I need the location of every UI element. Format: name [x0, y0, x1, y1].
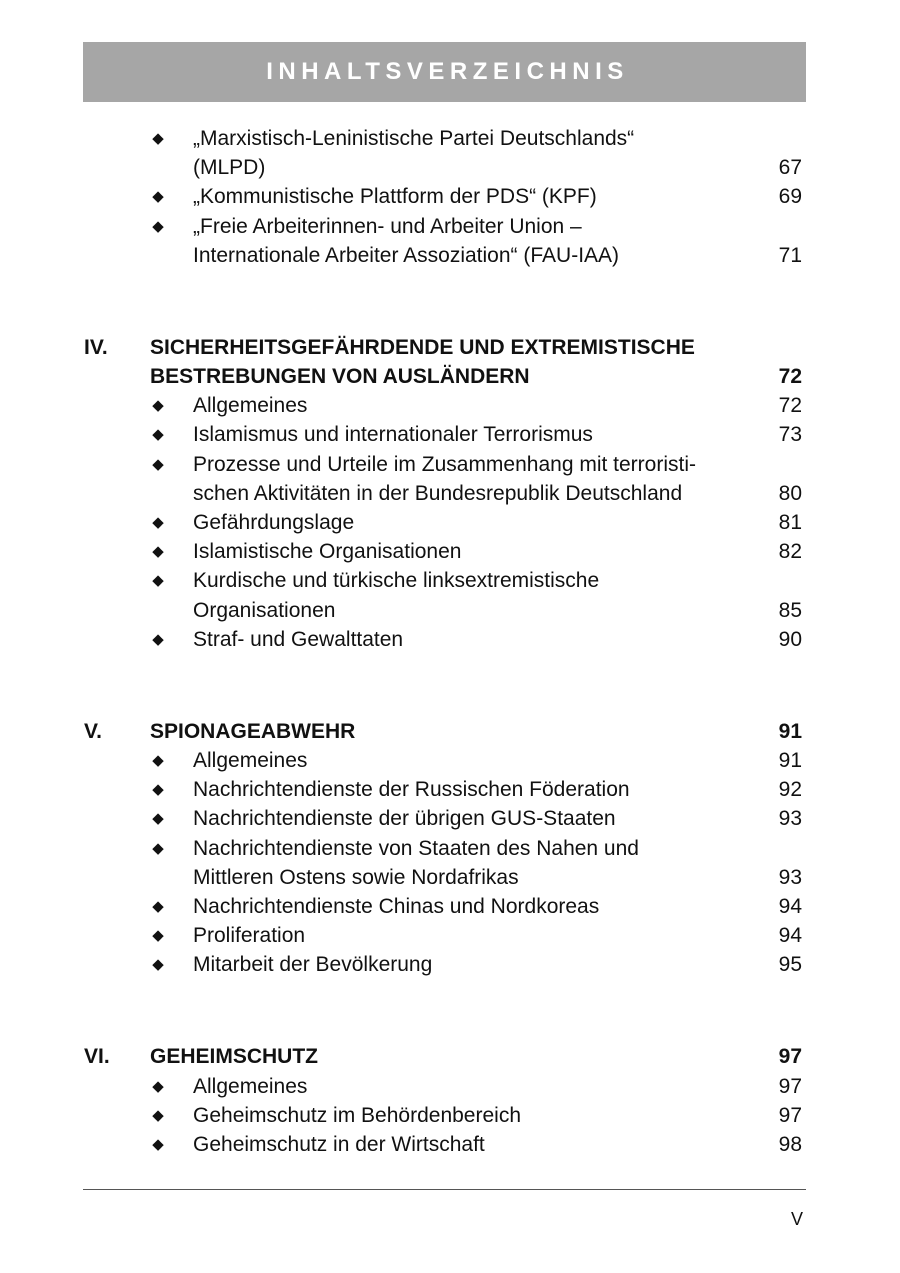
footer-page-number: V	[790, 1209, 803, 1229]
toc-page-number: 82	[778, 540, 802, 564]
toc-page-number: 73	[778, 423, 802, 447]
diamond-bullet-icon: ◆	[152, 839, 164, 857]
toc-entry-text: Geheimschutz in der Wirtschaft	[193, 1133, 485, 1156]
toc-page-number: 67	[778, 156, 802, 180]
toc-entry-text: Prozesse und Urteile im Zusammenhang mit terroristi-	[193, 452, 696, 476]
footer-divider	[83, 1189, 806, 1190]
toc-page-number: 97	[778, 1074, 802, 1098]
diamond-bullet-icon: ◆	[152, 397, 164, 415]
section-title: SICHERHEITSGEFÄHRDENDE UND EXTREMISTISCHE	[150, 335, 695, 359]
toc-entry-line	[0, 834, 900, 864]
diamond-bullet-icon: ◆	[152, 217, 164, 235]
toc-entry-line	[0, 804, 900, 834]
toc-entry-line	[0, 892, 900, 922]
toc-entry-text: Nachrichtendienste der übrigen GUS-Staaten	[193, 807, 616, 831]
toc-entry-text: Straf- und Gewalttaten	[193, 627, 404, 651]
toc-entry-text: Mittleren Ostens sowie Nordafrikas	[193, 865, 519, 889]
page-title: INHALTSVERZEICHNIS	[266, 58, 629, 85]
toc-entry-line	[0, 775, 900, 805]
toc-entry-text: „Marxistisch-Leninistische Partei Deutschlands“	[193, 127, 635, 150]
diamond-bullet-icon: ◆	[152, 752, 164, 769]
toc-entry-line	[0, 1130, 900, 1160]
toc-page-number: 71	[778, 243, 802, 267]
diamond-bullet-icon: ◆	[152, 188, 164, 206]
toc-entry-text: Proliferation	[193, 924, 306, 948]
toc-page-number: 97	[778, 1103, 802, 1127]
section-page-number: 91	[778, 719, 802, 743]
section-title: SPIONAGEABWEHR	[150, 719, 356, 743]
diamond-bullet-icon: ◆	[152, 455, 164, 473]
toc-entry-line	[0, 950, 900, 980]
toc-page-number: 95	[778, 953, 802, 977]
toc-entry-text: Allgemeines	[193, 394, 308, 418]
toc-entry-text: Kurdische und türkische linksextremistische	[193, 569, 600, 593]
section-page-number: 72	[778, 365, 802, 388]
diamond-bullet-icon: ◆	[152, 810, 164, 828]
section-numeral: IV.	[84, 335, 108, 359]
diamond-bullet-icon: ◆	[152, 956, 164, 974]
toc-page-number: 90	[778, 627, 802, 651]
section-title: GEHEIMSCHUTZ	[150, 1045, 318, 1069]
section-heading	[0, 362, 900, 392]
toc-page-number: 93	[778, 807, 802, 831]
toc-entry-line	[0, 420, 900, 450]
toc-entry-line	[0, 596, 900, 626]
toc-entry-line	[0, 537, 900, 567]
toc-entry-line	[0, 1072, 900, 1102]
toc-page-number: 91	[778, 749, 802, 772]
toc-entry-line	[0, 182, 900, 212]
toc-entry-text: Allgemeines	[193, 749, 308, 772]
section-page-number: 97	[778, 1045, 802, 1069]
toc-entry-text: Internationale Arbeiter Assoziation“ (FAU-IAA)	[193, 243, 620, 267]
toc-entry-text: Gefährdungslage	[193, 511, 355, 534]
diamond-bullet-icon: ◆	[152, 130, 164, 147]
diamond-bullet-icon: ◆	[152, 426, 164, 444]
toc-entry-line	[0, 124, 900, 154]
toc-entry-line	[0, 625, 900, 655]
toc-entry-text: Geheimschutz im Behördenbereich	[193, 1103, 522, 1127]
toc-page-number: 94	[778, 924, 802, 948]
toc-entry-line	[0, 391, 900, 421]
toc-page-number: 93	[778, 865, 802, 889]
section-heading	[0, 333, 900, 363]
toc-page-number: 94	[778, 895, 802, 918]
section-heading	[0, 717, 900, 747]
section-numeral: VI.	[84, 1045, 110, 1069]
toc-entry-line	[0, 479, 900, 509]
diamond-bullet-icon: ◆	[152, 1106, 164, 1124]
section-heading	[0, 1042, 900, 1072]
toc-entry-text: Islamismus und internationaler Terrorismus	[193, 423, 593, 447]
diamond-bullet-icon: ◆	[152, 898, 164, 915]
toc-page-number: 98	[778, 1133, 802, 1156]
toc-page-number: 69	[778, 185, 802, 209]
toc-page-number: 92	[778, 778, 802, 802]
toc-entry-line	[0, 746, 900, 776]
toc-entry-text: (MLPD)	[193, 156, 266, 180]
toc-page-number: 72	[778, 394, 802, 418]
diamond-bullet-icon: ◆	[152, 514, 164, 531]
toc-page-number: 81	[778, 511, 802, 534]
toc-entry-text: Mitarbeit der Bevölkerung	[193, 953, 433, 977]
toc-entry-text: Nachrichtendienste der Russischen Föderation	[193, 778, 630, 802]
toc-entry-line	[0, 566, 900, 596]
header-banner	[83, 42, 806, 102]
toc-entry-line	[0, 450, 900, 480]
diamond-bullet-icon: ◆	[152, 1136, 164, 1153]
toc-entry-text: „Kommunistische Plattform der PDS“ (KPF)	[193, 185, 597, 209]
toc-entry-text: Nachrichtendienste von Staaten des Nahen und	[193, 836, 639, 860]
diamond-bullet-icon: ◆	[152, 1077, 164, 1095]
diamond-bullet-icon: ◆	[152, 572, 164, 590]
section-numeral: V.	[84, 719, 102, 743]
toc-page-number: 85	[778, 598, 802, 622]
toc-entry-text: Allgemeines	[193, 1074, 308, 1098]
diamond-bullet-icon: ◆	[152, 543, 164, 561]
toc-entry-line	[0, 863, 900, 893]
diamond-bullet-icon: ◆	[152, 630, 164, 648]
toc-entry-line	[0, 508, 900, 538]
diamond-bullet-icon: ◆	[152, 781, 164, 799]
toc-entry-text: „Freie Arbeiterinnen- und Arbeiter Union –	[193, 214, 582, 238]
toc-entry-line	[0, 241, 900, 271]
toc-entry-text: Islamistische Organisationen	[193, 540, 462, 564]
toc-entry-text: Nachrichtendienste Chinas und Nordkoreas	[193, 895, 600, 918]
toc-entry-text: Organisationen	[193, 598, 336, 622]
toc-entry-line	[0, 212, 900, 242]
toc-entry-text: schen Aktivitäten in der Bundesrepublik Deutschland	[193, 481, 683, 505]
section-title: BESTREBUNGEN VON AUSLÄNDERN	[150, 365, 530, 388]
toc-entry-line	[0, 921, 900, 951]
toc-entry-line	[0, 1101, 900, 1131]
diamond-bullet-icon: ◆	[152, 927, 164, 945]
toc-entry-line	[0, 153, 900, 183]
toc-page-number: 80	[778, 481, 802, 505]
